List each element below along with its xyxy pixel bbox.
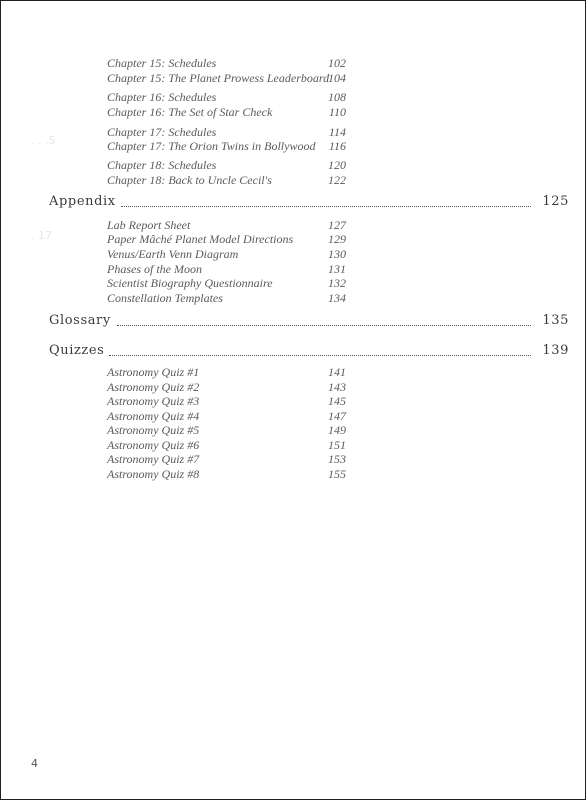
quiz-item-title: Astronomy Quiz #6	[107, 438, 200, 452]
appendix-item-title: Scientist Biography Questionnaire	[107, 276, 273, 290]
appendix-item-title: Lab Report Sheet	[107, 218, 191, 232]
bleed-through-mark: . 17	[31, 229, 52, 242]
appendix-item-page: 130	[328, 247, 346, 261]
page-number: 4	[31, 757, 38, 770]
chapter-title: Chapter 18: Back to Uncle Cecil's	[107, 173, 272, 187]
chapter-page: 122	[328, 173, 346, 187]
appendix-item-page: 132	[328, 276, 346, 290]
chapter-page: 120	[328, 158, 346, 172]
chapter-title: Chapter 17: Schedules	[107, 125, 217, 139]
appendix-item-page: 129	[328, 232, 346, 246]
appendix-item-page: 127	[328, 218, 346, 232]
leader-dots	[117, 325, 531, 326]
glossary-page: 135	[542, 313, 569, 328]
chapter-title: Chapter 18: Schedules	[107, 158, 217, 172]
chapter-title: Chapter 15: The Planet Prowess Leaderboard	[107, 71, 330, 85]
quiz-item-page: 155	[328, 467, 346, 481]
appendix-item-page: 131	[328, 262, 346, 276]
quizzes-title: Quizzes	[49, 343, 105, 358]
chapter-title: Chapter 16: Schedules	[107, 90, 217, 104]
quiz-item-page: 149	[328, 423, 346, 437]
quiz-item-title: Astronomy Quiz #8	[107, 467, 200, 481]
appendix-item-page: 134	[328, 291, 346, 305]
quiz-item-page: 145	[328, 394, 346, 408]
chapter-title: Chapter 15: Schedules	[107, 56, 217, 70]
appendix-item-title: Constellation Templates	[107, 291, 223, 305]
quiz-item-title: Astronomy Quiz #4	[107, 409, 200, 423]
chapter-page: 104	[328, 71, 346, 85]
appendix-title: Appendix	[49, 194, 116, 209]
quiz-item-title: Astronomy Quiz #5	[107, 423, 200, 437]
chapter-page: 102	[328, 56, 346, 70]
bleed-through-mark: . . .5	[31, 134, 56, 147]
appendix-heading	[49, 194, 569, 212]
quiz-item-title: Astronomy Quiz #3	[107, 394, 200, 408]
leader-dots	[109, 355, 531, 356]
chapter-page: 110	[328, 105, 346, 119]
quiz-item-page: 153	[328, 452, 346, 466]
quiz-item-title: Astronomy Quiz #1	[107, 365, 200, 379]
quiz-item-page: 147	[328, 409, 346, 423]
appendix-item-title: Phases of the Moon	[107, 262, 202, 276]
quiz-item-page: 141	[328, 365, 346, 379]
chapter-title: Chapter 16: The Set of Star Check	[107, 105, 273, 119]
quiz-item-title: Astronomy Quiz #7	[107, 452, 200, 466]
chapter-page: 116	[328, 139, 346, 153]
quizzes-page: 139	[542, 343, 569, 358]
quiz-item-page: 143	[328, 380, 346, 394]
glossary-heading	[49, 313, 569, 331]
quiz-item-title: Astronomy Quiz #2	[107, 380, 200, 394]
quiz-item-page: 151	[328, 438, 346, 452]
chapter-title: Chapter 17: The Orion Twins in Bollywood	[107, 139, 316, 153]
appendix-item-title: Paper Mâché Planet Model Directions	[107, 232, 294, 246]
glossary-title: Glossary	[49, 313, 111, 328]
appendix-page: 125	[542, 194, 569, 209]
leader-dots	[121, 206, 531, 207]
chapter-page: 108	[328, 90, 346, 104]
chapter-page: 114	[328, 125, 346, 139]
appendix-item-title: Venus/Earth Venn Diagram	[107, 247, 239, 261]
quizzes-heading	[49, 343, 569, 361]
